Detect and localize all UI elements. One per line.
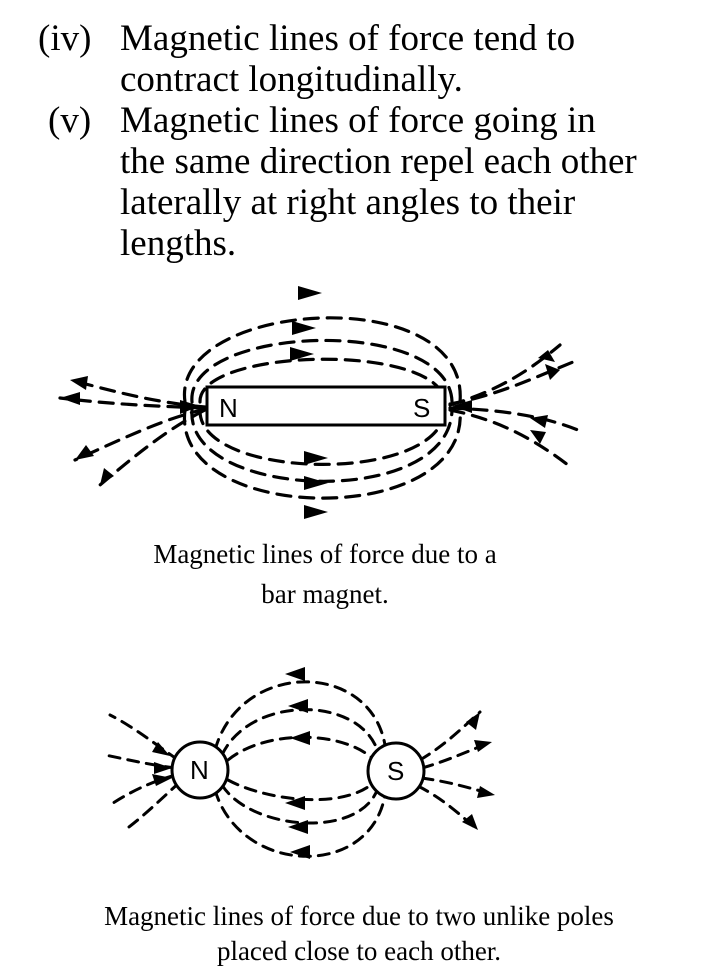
arrow	[477, 786, 495, 798]
south-pole-label: S	[387, 756, 405, 786]
point-v-line-1: Magnetic lines of force going in	[120, 100, 596, 141]
arrow	[75, 445, 94, 460]
field-line	[228, 780, 372, 800]
point-iv-line-2: contract longitudinally.	[120, 59, 463, 100]
bar-magnet-north-label: N	[219, 393, 238, 423]
north-pole-label: N	[190, 755, 209, 785]
caption-bar-magnet-line-2: bar magnet.	[261, 579, 389, 609]
bar-magnet	[207, 387, 445, 425]
arrow	[154, 762, 172, 774]
point-v-line-4: lengths.	[120, 223, 237, 264]
arrow	[70, 376, 88, 390]
arrow	[285, 667, 305, 681]
arrow	[298, 286, 322, 300]
arrow	[290, 731, 310, 745]
bar-magnet-south-label: S	[413, 393, 431, 423]
arrow	[474, 740, 492, 752]
arrow	[304, 505, 328, 519]
point-iv-marker: (iv)	[38, 18, 92, 59]
arrow	[530, 430, 546, 444]
field-line	[100, 410, 205, 485]
arrow	[60, 392, 80, 405]
arrow	[292, 321, 316, 335]
arrow	[462, 814, 478, 830]
point-v-line-2: the same direction repel each other	[120, 141, 637, 182]
point-iv-line-1	[120, 18, 635, 59]
field-line	[450, 360, 578, 404]
arrow	[466, 712, 480, 730]
caption-unlike-poles-line-1: Magnetic lines of force due to two unlike poles	[104, 901, 614, 931]
arrow	[304, 476, 328, 490]
point-iv-text-1: Magnetic lines of force tend to	[120, 18, 576, 59]
caption-unlike-poles-line-2: placed close to each other.	[216, 936, 502, 966]
caption-bar-magnet-line-1: Magnetic lines of force due to a	[153, 539, 497, 569]
arrow	[100, 468, 114, 485]
field-line	[110, 715, 178, 760]
field-line	[125, 782, 180, 830]
point-v-marker: (v)	[48, 100, 92, 141]
bar-magnet-diagram	[0, 280, 718, 530]
unlike-poles-diagram	[0, 660, 718, 890]
point-v-line-3: laterally at right angles to their	[120, 182, 576, 223]
field-line	[450, 410, 568, 465]
